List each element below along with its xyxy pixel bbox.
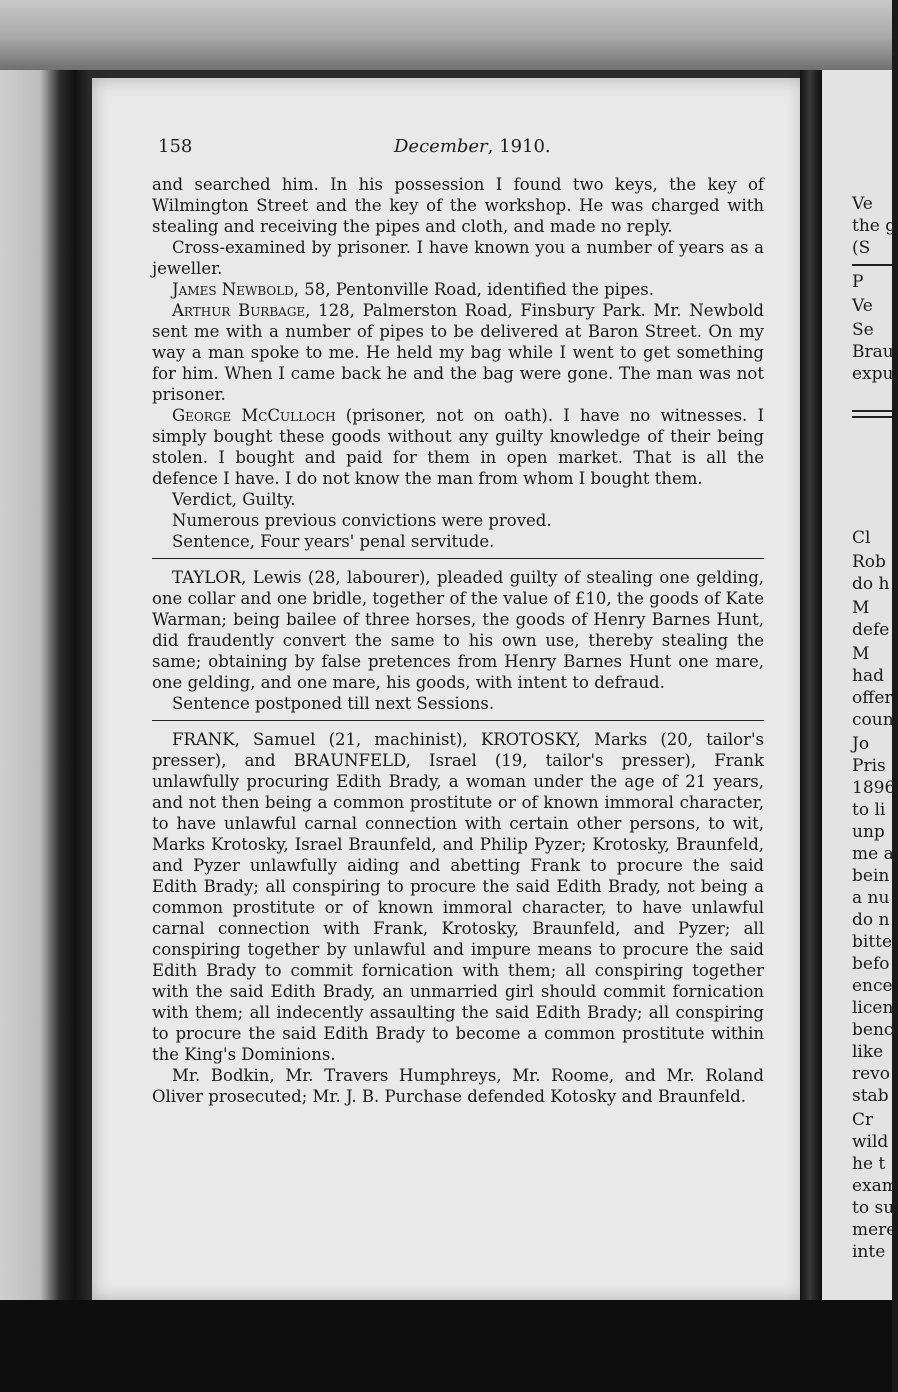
next-page-line: Cr [852,1110,874,1130]
next-page-line: Rob [852,552,886,572]
case-divider [152,720,764,721]
next-page-line: inte [852,1242,886,1262]
header-year: , 1910. [487,136,551,157]
next-page-rule [852,264,892,266]
next-page-line: Ve [852,296,873,316]
next-page-line: exam [852,1176,898,1196]
next-page-line: Se [852,320,874,340]
next-page-line: me a [852,844,894,864]
next-page-line: Pris [852,756,886,776]
running-head [158,136,758,160]
next-page-line: befo [852,954,890,974]
next-page-line: the g [852,216,897,236]
next-page-fragment [822,70,898,1300]
next-page-line: M [852,644,870,664]
paragraph-text: , 128, Palmerston Road, Finsbury Park. Mr. Newbold sent me with a number of pipes to be delivered at Baron Street. On my way a man spoke to me. He held my bag while I went to get something for him. When I came back he and the bag were gone. The man was not prisoner. [152,301,764,404]
case-paragraph [152,567,764,693]
book-gutter [800,70,822,1300]
next-page-line: bitte [852,932,893,952]
next-page-line: bein [852,866,890,886]
next-page-line: he t [852,1154,886,1174]
next-page-line: a nu [852,888,890,908]
next-page-line: to li [852,800,886,820]
next-page-line: 1896 [852,778,896,798]
sentence: Sentence, Four years' penal servitude. [172,532,495,551]
next-page-line: offer [852,688,893,708]
paragraph-text: , Israel (19, tailor's presser), Frank unlawfully procuring Edith Brady, a woman under the age of 21 years, and not then being a common prostitute or of known immoral character, to have unlawful carnal connection with certain other persons, to wit, Marks Krotosky, Israel Braunfeld, and Philip Pyzer; Krotosky, Braunfeld, and Pyzer unlawfully aiding and abetting Frank to procure the said Edith Brady; all conspiring to procure the said Edith Brady, not being a common prostitute or of known immoral character, to have unlawful carnal connection with Frank, Krotosky, Braunfeld, and Pyzer; all conspiring together by unlawful and impure means to procure the said Edith Brady to commit fornication with them; all conspiring together with the said Edith Brady, an unmarried girl should commit fornication with them; all indecently assaulting the said Edith Brady; all conspiring to procure the said Edith Brady to become a common prostitute within the King's Dominions. [152,751,764,1064]
paragraph-text: , 58, Pentonville Road, identified the pipes. [293,280,654,299]
paragraph-text: , Marks (20, tailor's presser), and [152,730,765,770]
paragraph: and searched him. In his possession I found two keys, the key of Wilmington Street and the key of the workshop. He was charged with stealing and receiving the pipes and cloth, and made no reply. [152,175,764,236]
verdict: Verdict, Guilty. [172,490,296,509]
witness-paragraph [152,300,764,405]
next-page-rule [852,416,892,418]
paragraph-text: , Lewis (28, labourer), pleaded guilty of stealing one gelding, one collar and one bridle, together of the value of £10, the goods of Kate Warman; being bailee of three horses, the goods of Henry Barnes Hunt, did fraudently convert the same to his own use, thereby stealing the same; obtaining by false pretences from Henry Barnes Hunt one mare, one gelding, and one mare, his goods, with intent to defraud. [152,568,764,692]
next-page-line: M [852,598,870,618]
next-page-line: mere [852,1220,897,1240]
next-page-line: Jo [852,734,870,754]
case-divider [152,558,764,559]
defendant-name: TAYLOR [172,568,242,587]
paragraph-text: (prisoner, not on oath). I have no witnesses. I simply bought these goods without any guilty knowledge of their being stolen. I bought and paid for them in open market. That is all the defence I have. I do not know the man from whom I bought them. [152,406,764,488]
page-body [152,174,764,1107]
paragraph-text: , Samuel (21, machinist), [234,730,481,749]
case-paragraph [152,729,764,1065]
prisoner-name: George McCulloch [172,406,336,425]
next-page-line: Brau [852,342,894,362]
page-header-date [394,136,551,157]
next-page-line: expu [852,364,894,384]
scan-top-edge [0,0,892,70]
paragraph: Numerous previous convictions were proved. [172,511,552,530]
sentence: Sentence postponed till next Sessions. [172,694,495,713]
next-page-line: do n [852,910,890,930]
prisoner-paragraph [152,405,764,489]
paragraph: Cross-examined by prisoner. I have known you a number of years as a jeweller. [152,238,764,278]
next-page-line: stab [852,1086,889,1106]
next-page-line: P [852,272,864,292]
defendant-name: KROTOSKY [480,730,576,749]
page-number: 158 [158,136,193,157]
next-page-line: coun [852,710,894,730]
next-page-line: had [852,666,884,686]
counsel-paragraph: Mr. Bodkin, Mr. Travers Humphreys, Mr. Roome, and Mr. Roland Oliver prosecuted; Mr. J. B. Purchase defended Kotosky and Braunfeld. [152,1066,764,1106]
next-page-line: unp [852,822,885,842]
next-page-line: Cl [852,528,871,548]
scan-bottom-edge [0,1300,892,1392]
next-page-line: benc [852,1020,894,1040]
next-page-line: revo [852,1064,891,1084]
next-page-line: defe [852,620,890,640]
witness-paragraph [152,279,764,300]
next-page-rule [852,410,892,412]
witness-name: James Newbold [172,280,294,299]
defendant-name: BRAUNFELD [293,751,406,770]
next-page-line: wild [852,1132,889,1152]
next-page-line: (S [852,238,871,258]
next-page-line: like [852,1042,884,1062]
next-page-line: do h [852,574,890,594]
next-page-line: ence [852,976,893,996]
header-month: December [394,136,488,157]
witness-name: Arthur Burbage [172,301,306,320]
next-page-line: licen [852,998,894,1018]
defendant-name: FRANK [172,730,235,749]
next-page-line: to su [852,1198,895,1218]
next-page-line: Ve [852,194,873,214]
